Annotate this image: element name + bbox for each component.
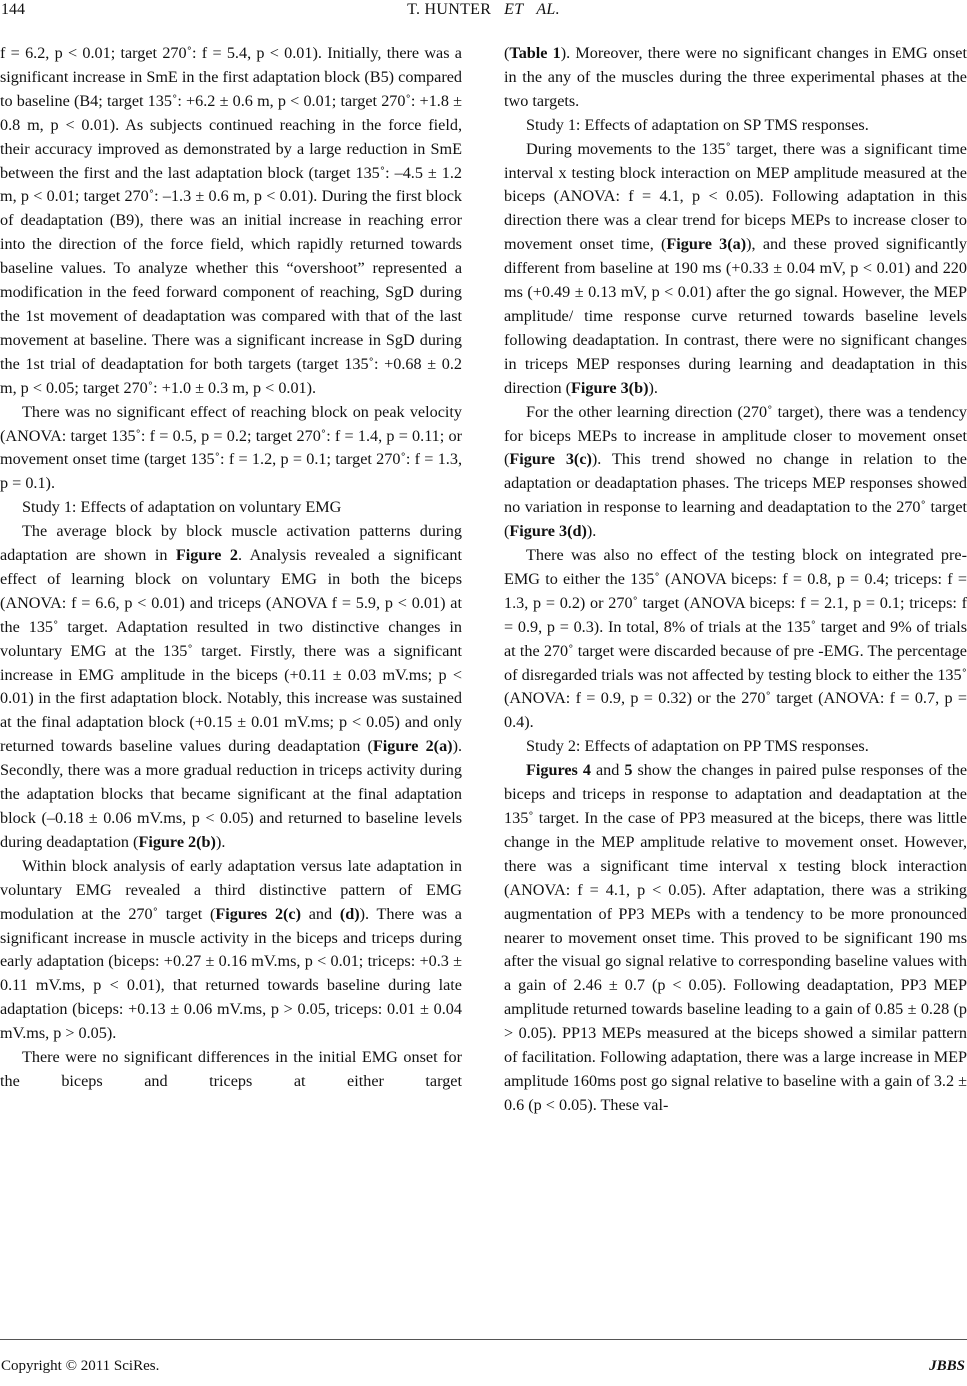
page-header xyxy=(0,0,967,22)
figure-ref[interactable]: Figure 3(a) xyxy=(666,235,747,254)
paragraph: Figures 4 and 5 show the changes in paired pulse responses of the biceps and triceps in response to adaptation and deadaptation at the 135˚ target. In the case of PP3 measured at the biceps, there was little change in the MEP amplitude relative to movement onset. However, there was a significant time interval x testing block interaction (ANOVA: f = 4.1, p < 0.05). After adaptation, there was a striking augmentation of PP3 MEPs with a tendency to be more pronounced nearer to movement onset time. This proved to be significant 190 ms after the visual go signal relative to corresponding baseline values with a gain of 2.46 ± 0.7 (p < 0.05). Following deadaptation, PP3 MEP amplitude returned towards baseline leading to a gain of 0.85 ± 0.28 (p > 0.05). PP13 MEPs measured at the biceps showed a similar pattern of facilitation. Following adaptation, there was a large increase in MEP amplitude 160ms post go signal relative to baseline with a gain of 3.2 ± 0.6 (p < 0.05). These val- xyxy=(504,761,967,1114)
right-column xyxy=(504,42,967,1118)
figure-ref[interactable]: Figure 2(a) xyxy=(372,737,453,756)
section-subheading: Study 1: Effects of adaptation on voluntary EMG xyxy=(22,498,342,517)
page-number: 144 xyxy=(1,1,25,18)
table-ref[interactable]: Table 1 xyxy=(509,44,561,62)
figure-ref[interactable]: Figure 3(d) xyxy=(509,522,587,541)
paragraph: For the other learning direction (270˚ target), there was a tendency for biceps MEPs to increase in amplitude closer to movement onset (Figure 3(c)). This trend showed no change in relation to the adaptation or deadaptation phases. The triceps MEP responses showed no variation in response to learning and deadaptation to the 270˚ target (Figure 3(d)). xyxy=(504,402,967,541)
figure-ref[interactable]: (d) xyxy=(339,904,360,923)
figure-ref[interactable]: Figure 3(c) xyxy=(509,450,592,469)
running-head xyxy=(0,1,967,19)
running-head-author: T. HUNTER xyxy=(407,1,492,18)
paragraph: During movements to the 135˚ target, there was a significant time interval x testing block interaction on MEP amplitude measured at the biceps (ANOVA: f = 4.1, p < 0.05). Following adaptation in this direction there was a clear trend for biceps MEPs to increase closer to movement onset time, (Figure 3(a)), and these proved significantly different from baseline at 190 ms (+0.33 ± 0.04 mV, p < 0.01) and 220 ms (+0.49 ± 0.13 mV, p < 0.01) after the go signal. However, the MEP amplitude/ time response curve returned towards baseline levels following deadaptation. In contrast, there were no significant changes in triceps MEP responses during learning and deadaptation in this direction (Figure 3(b)). xyxy=(504,139,967,397)
paragraph: f = 6.2, p < 0.01; target 270˚: f = 5.4, p < 0.01). Initially, there was a significant increase in SmE in the first adaptation block (B5) compared to baseline (B4; target 135˚: +6.2 ± 0.6 m, p < 0.01; target 270˚: +1.8 ± 0.8 m, p < 0.01). As subjects continued reaching in the force field, their accuracy improved as demonstrated by a large reduction in SmE between the first and the last adaptation block (target 135˚: –4.5 ± 1.2 m, p < 0.01; target 270˚: –1.3 ± 0.6 m, p < 0.01). During the first block of deadaptation (B9), there was an initial increase in reaching error into the direction of the force field, which rapidly returned towards baseline values. To analyze whether this “overshoot” represented a modification in the feed forward component of reaching, SgD during the 1st movement of deadaptation was compared with that of the last movement at baseline. There was a significant increase in SgD during the 1st trial of deadaptation for both targets (target 135˚: +0.68 ± 0.2 m, p < 0.05; target 270˚: +1.0 ± 0.3 m, p < 0.01). xyxy=(0,44,462,397)
paragraph: Within block analysis of early adaptation versus late adaptation in voluntary EMG revealed a third distinctive pattern of EMG modulation at the 270˚ target (Figures 2(c) and (d)). There was a significant increase in muscle activity in the biceps and triceps during early adaptation (biceps: +0.27 ± 0.16 mV.ms, p < 0.01; triceps: +0.3 ± 0.11 mV.ms, p < 0.01), that returned towards baseline during late adaptation (biceps: +0.13 ± 0.06 mV.ms, p > 0.05, triceps: 0.01 ± 0.04 mV.ms, p > 0.05). xyxy=(0,856,462,1043)
paragraph: The average block by block muscle activation patterns during adaptation are shown in Figure 2. Analysis revealed a significant effect of learning block on voluntary EMG in both the biceps (ANOVA: f = 6.6, p < 0.01) and triceps (ANOVA f = 5.9, p < 0.01) at the 135˚ target. Adaptation resulted in two distinctive changes in voluntary EMG at the 135˚ target. Firstly, there was a significant increase in EMG amplitude in the biceps (+0.11 ± 0.03 mV.ms; p < 0.01) in the first adaptation block. Notably, this increase was sustained at the final adaptation block (+0.15 ± 0.01 mV.ms; p < 0.05) and only returned towards baseline values during deadaptation (Figure 2(a)). Secondly, there was a more gradual reduction in triceps activity during the adaptation blocks that became significant at the final adaptation block (–0.18 ± 0.06 mV.ms, p < 0.05) and returned to baseline levels during deadaptation (Figure 2(b)). xyxy=(0,522,463,851)
footer-divider xyxy=(0,1339,967,1340)
paragraph: There was also no effect of the testing block on integrated pre-EMG to either the 135˚ (ANOVA biceps: f = 0.8, p = 0.4; triceps: f = 1.3, p = 0.2) or 270˚ target (ANOVA biceps: f = 2.1, p = 0.1; triceps: f = 0.9, p = 0.3). In total, 8% of trials at the 135˚ target and 9% of trials at the 270˚ target were discarded because of pre -EMG. The percentage of disregarded trials was not affected by testing block to either the 135˚ (ANOVA: f = 0.9, p = 0.32) or the 270˚ target (ANOVA: f = 0.7, p = 0.4). xyxy=(504,546,967,732)
paragraph: There were no significant differences in the initial EMG onset for the biceps and triceps at either target xyxy=(0,1048,462,1090)
figure-ref[interactable]: 5 xyxy=(624,761,633,780)
paragraph: There was no significant effect of reaching block on peak velocity (ANOVA: target 135˚: f = 0.5, p = 0.2; target 270˚: f = 1.4, p = 0.11; or movement onset time (target 135˚: f = 1.2, p = 0.1; target 270˚: f = 1.3, p = 0.1). xyxy=(0,402,462,493)
copyright-notice: Copyright © 2011 SciRes. xyxy=(1,1358,160,1374)
figure-ref[interactable]: Figure 2(b) xyxy=(138,832,216,851)
figure-ref[interactable]: Figures 4 xyxy=(526,761,591,780)
figure-ref[interactable]: Figure 3(b) xyxy=(570,378,649,397)
figure-ref[interactable]: Figures 2(c) xyxy=(215,904,302,923)
running-head-etal: ET AL. xyxy=(504,1,560,18)
journal-abbreviation: JBBS xyxy=(929,1358,965,1374)
left-column xyxy=(0,42,462,1094)
paragraph: (Table 1). Moreover, there were no significant changes in EMG onset in the any of the muscles during the three experimental phases at the two targets. xyxy=(504,44,967,110)
section-subheading: Study 2: Effects of adaptation on PP TMS responses. xyxy=(526,737,869,756)
figure-ref[interactable]: Figure 2 xyxy=(175,546,239,565)
section-subheading: Study 1: Effects of adaptation on SP TMS responses. xyxy=(526,115,869,134)
